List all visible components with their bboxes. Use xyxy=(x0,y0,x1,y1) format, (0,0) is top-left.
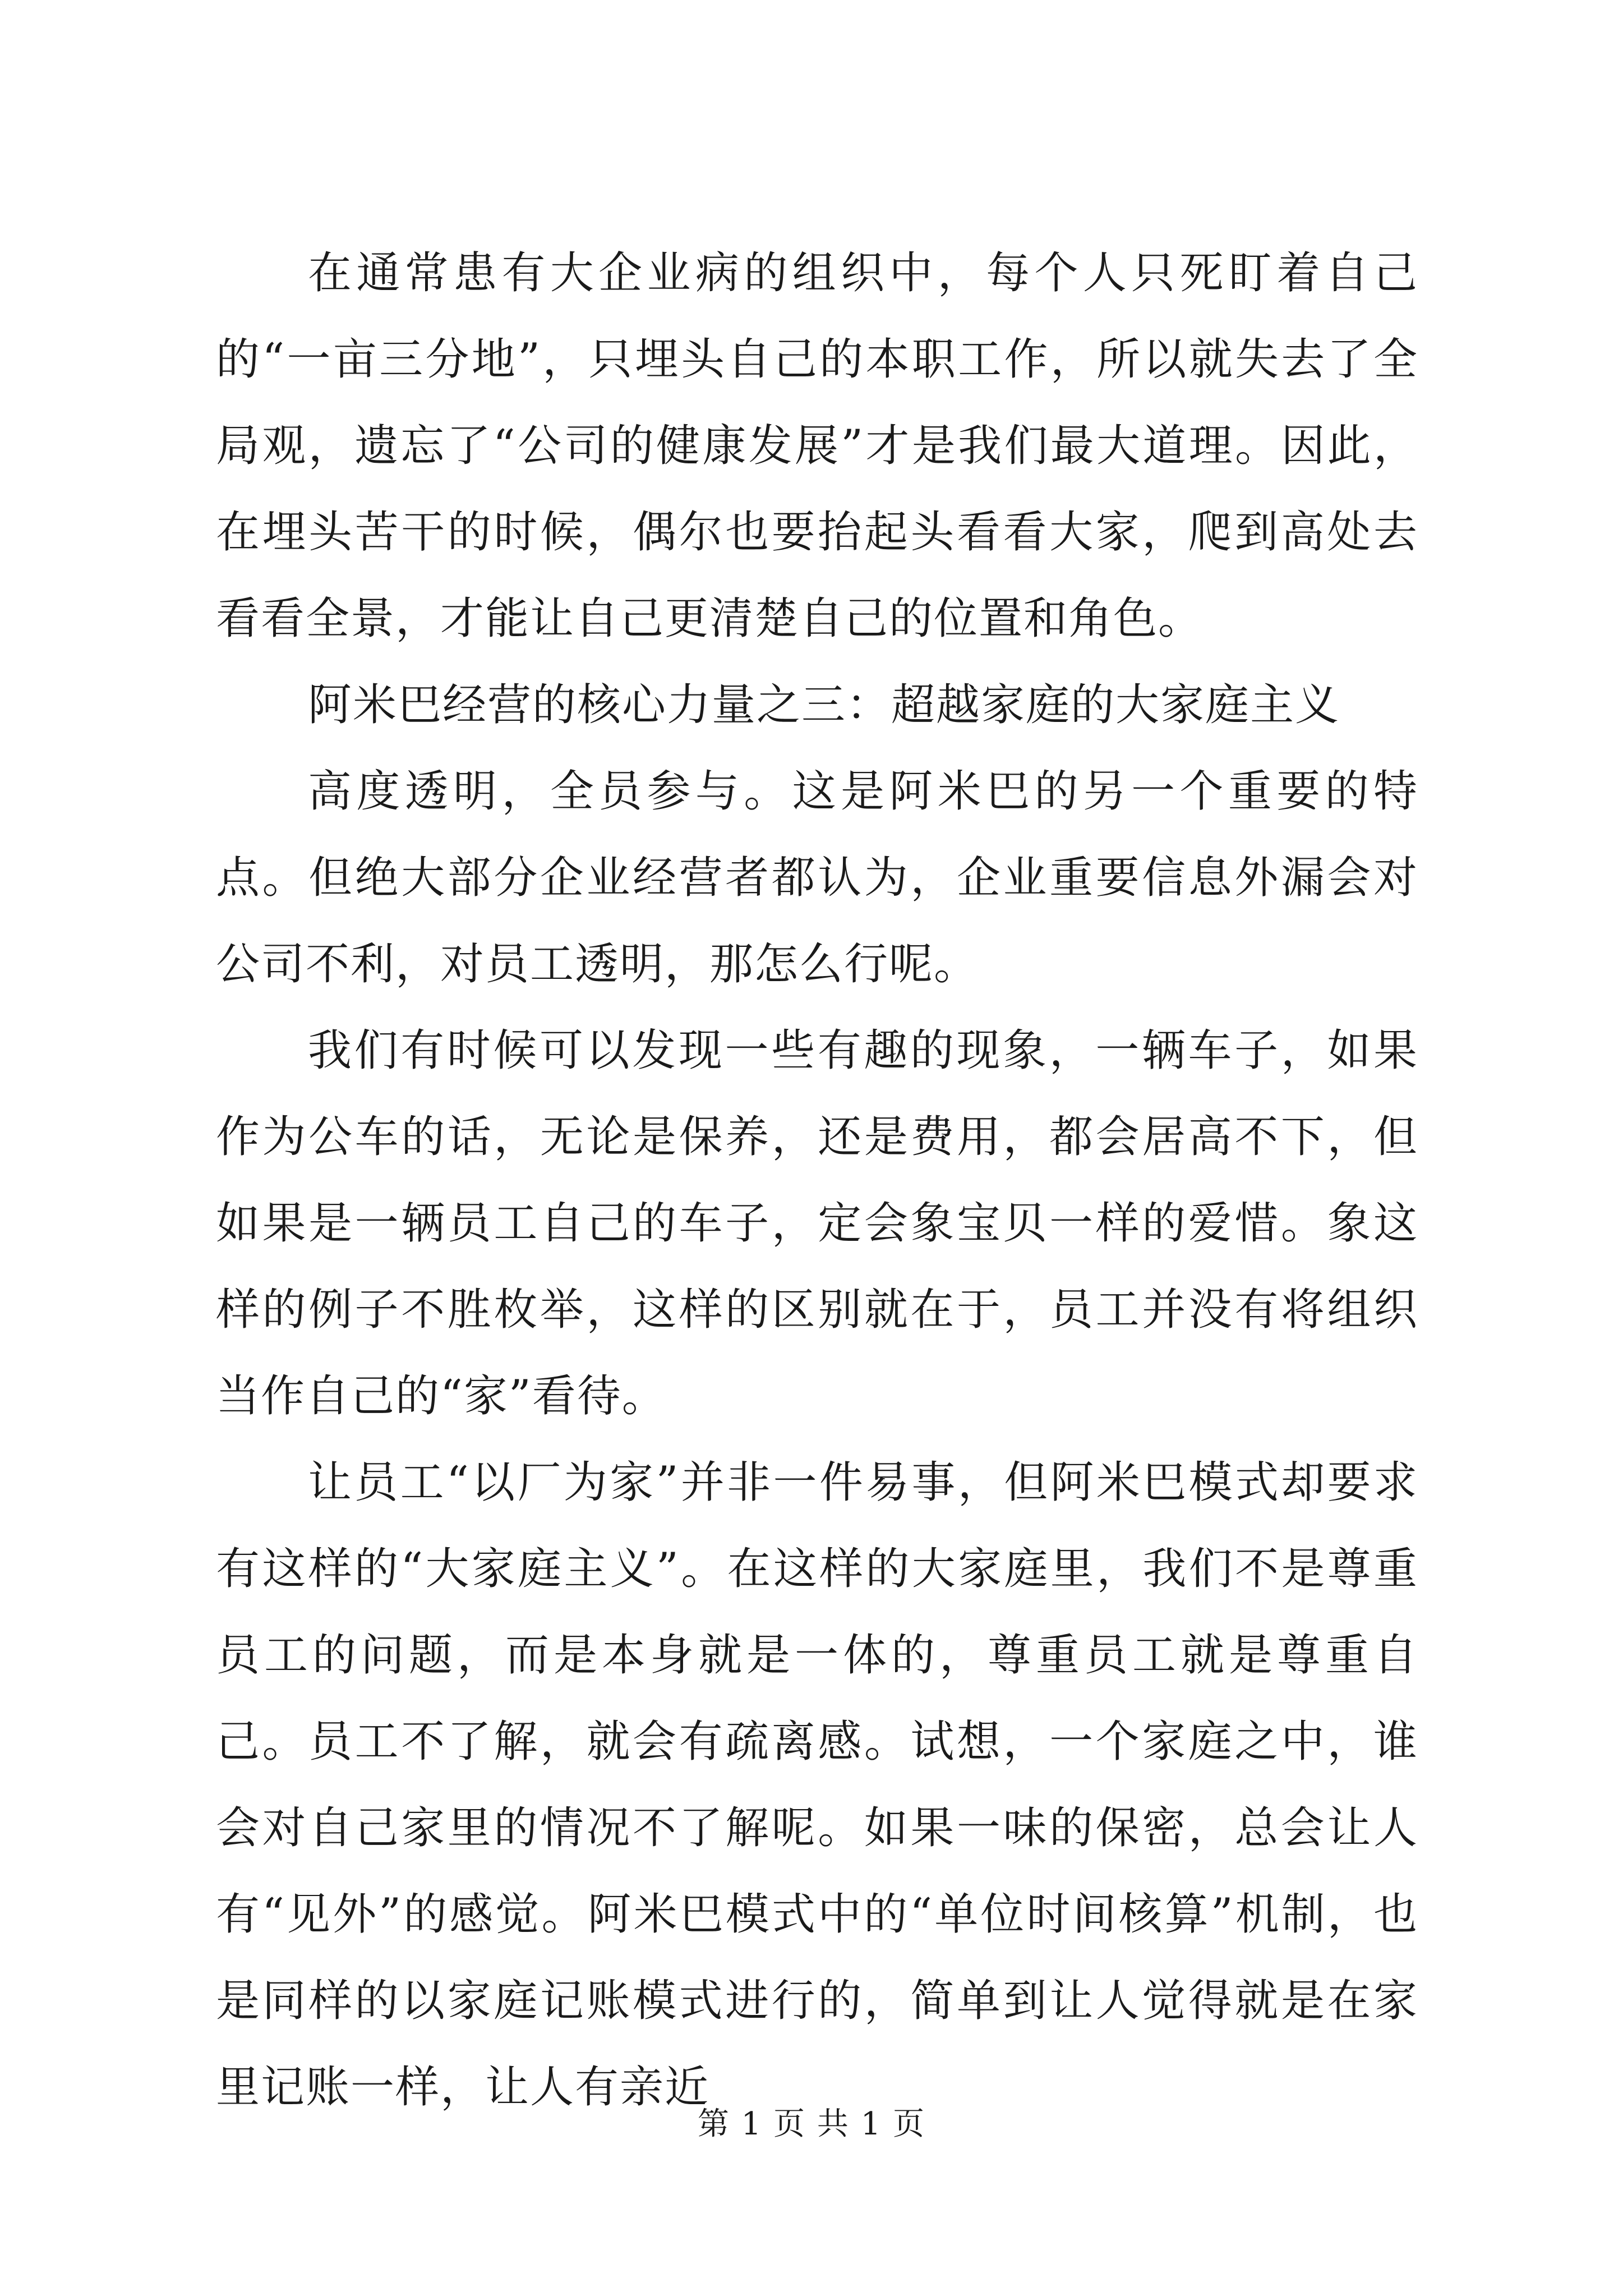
paragraph-2: 高度透明，全员参与。这是阿米巴的另一个重要的特点。但绝大部分企业经营者都认为，企业重要信息外漏会对公司不利，对员工透明，那怎么行呢。 xyxy=(216,766,1418,990)
section-heading: 阿米巴经营的核心力量之三：超越家庭的大家庭主义 xyxy=(308,680,1340,730)
document-body xyxy=(216,230,1418,2131)
paragraph-3: 我们有时候可以发现一些有趣的现象，一辆车子，如果作为公车的话，无论是保养，还是费用，都会居高不下，但如果是一辆员工自己的车子，定会象宝贝一样的爱惜。象这样的例子不胜枚举，这样的区别就在于，员工并没有将组织当作自己的“家”看待。 xyxy=(216,1025,1418,1421)
page-footer: 第 1 页 共 1 页 xyxy=(697,2106,926,2142)
paragraph-4: 让员工“以厂为家”并非一件易事，但阿米巴模式却要求有这样的“大家庭主义”。在这样的大家庭里，我们不是尊重员工的问题，而是本身就是一体的，尊重员工就是尊重自己。员工不了解，就会有疏离感。试想，一个家庭之中，谁会对自己家里的情况不了解呢。如果一味的保密，总会让人有“见外”的感觉。阿米巴模式中的“单位时间核算”机制，也是同样的以家庭记账模式进行的，简单到让人觉得就是在家里记账一样，让人有亲近 xyxy=(216,1457,1418,2113)
paragraph-1: 在通常患有大企业病的组织中，每个人只死盯着自己的“一亩三分地”，只埋头自己的本职工作，所以就失去了全局观，遗忘了“公司的健康发展”才是我们最大道理。因此，在埋头苦干的时候，偶尔也要抬起头看看大家，爬到高处去看看全景，才能让自己更清楚自己的位置和角色。 xyxy=(216,248,1418,644)
